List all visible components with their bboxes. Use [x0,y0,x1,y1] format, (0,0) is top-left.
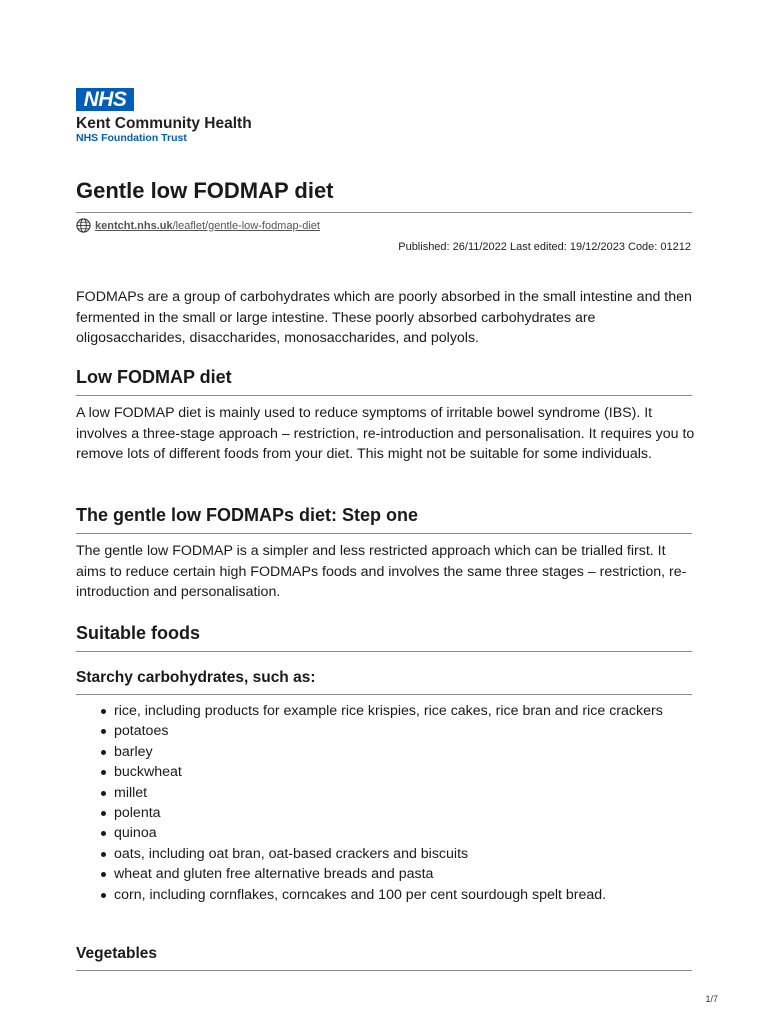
low-fodmap-paragraph: A low FODMAP diet is mainly used to reduce symptoms of irritable bowel syndrome (IBS). It involves a three-stage approach – restriction, re-introduction and personalisation. It requires you to remove lots of different foods from your diet. This might not be suitable for some individuals. [76,405,695,462]
list-item: corn, including cornflakes, corncakes and 100 per cent sourdough spelt bread. [76,885,676,905]
list-item: polenta [76,803,676,823]
list-item: buckwheat [76,762,676,782]
title-divider [76,212,692,213]
organisation-trust: NHS Foundation Trust [76,132,187,144]
intro-paragraph: FODMAPs are a group of carbohydrates which are poorly absorbed in the small intestine and then fermented in the small or large intestine. These poorly absorbed carbohydrates are oligosaccharides, disaccharides, monosaccharides, and polyols. [76,289,692,346]
source-url[interactable] [76,218,320,233]
section-divider [76,533,692,534]
list-item: oats, including oat bran, oat-based crackers and biscuits [76,844,676,864]
nhs-badge: NHS [76,88,134,111]
globe-icon [76,218,91,233]
url-path[interactable]: /leaflet/gentle-low-fodmap-diet [172,219,320,232]
url-domain[interactable]: kentcht.nhs.uk [95,219,173,232]
step-one-paragraph: The gentle low FODMAP is a simpler and less restricted approach which can be trialled first. It aims to reduce certain high FODMAPs foods and involves the same three stages – restriction, re-introduction and personalisation. [76,543,687,600]
heading-low-fodmap: Low FODMAP diet [76,367,232,387]
list-item: potatoes [76,721,676,741]
list-item: quinoa [76,823,676,843]
subsection-divider [76,970,692,971]
list-item: barley [76,742,676,762]
section-divider [76,651,692,652]
organisation-name: Kent Community Health [76,115,252,132]
heading-starchy-carbohydrates: Starchy carbohydrates, such as: [76,669,316,686]
list-item: rice, including products for example rice krispies, rice cakes, rice bran and rice crackers [76,701,676,721]
heading-step-one: The gentle low FODMAPs diet: Step one [76,505,419,525]
section-divider [76,395,692,396]
heading-suitable-foods: Suitable foods [76,623,201,643]
subsection-divider [76,694,692,695]
publication-meta: Published: 26/11/2022 Last edited: 19/12/2023 Code: 01212 [398,241,691,253]
page-number: 1/7 [705,994,718,1004]
starchy-foods-list [76,701,676,905]
list-item: millet [76,783,676,803]
list-item: wheat and gluten free alternative breads and pasta [76,864,676,884]
page-title: Gentle low FODMAP diet [76,178,334,203]
heading-vegetables: Vegetables [76,945,157,962]
nhs-logo [76,88,336,148]
